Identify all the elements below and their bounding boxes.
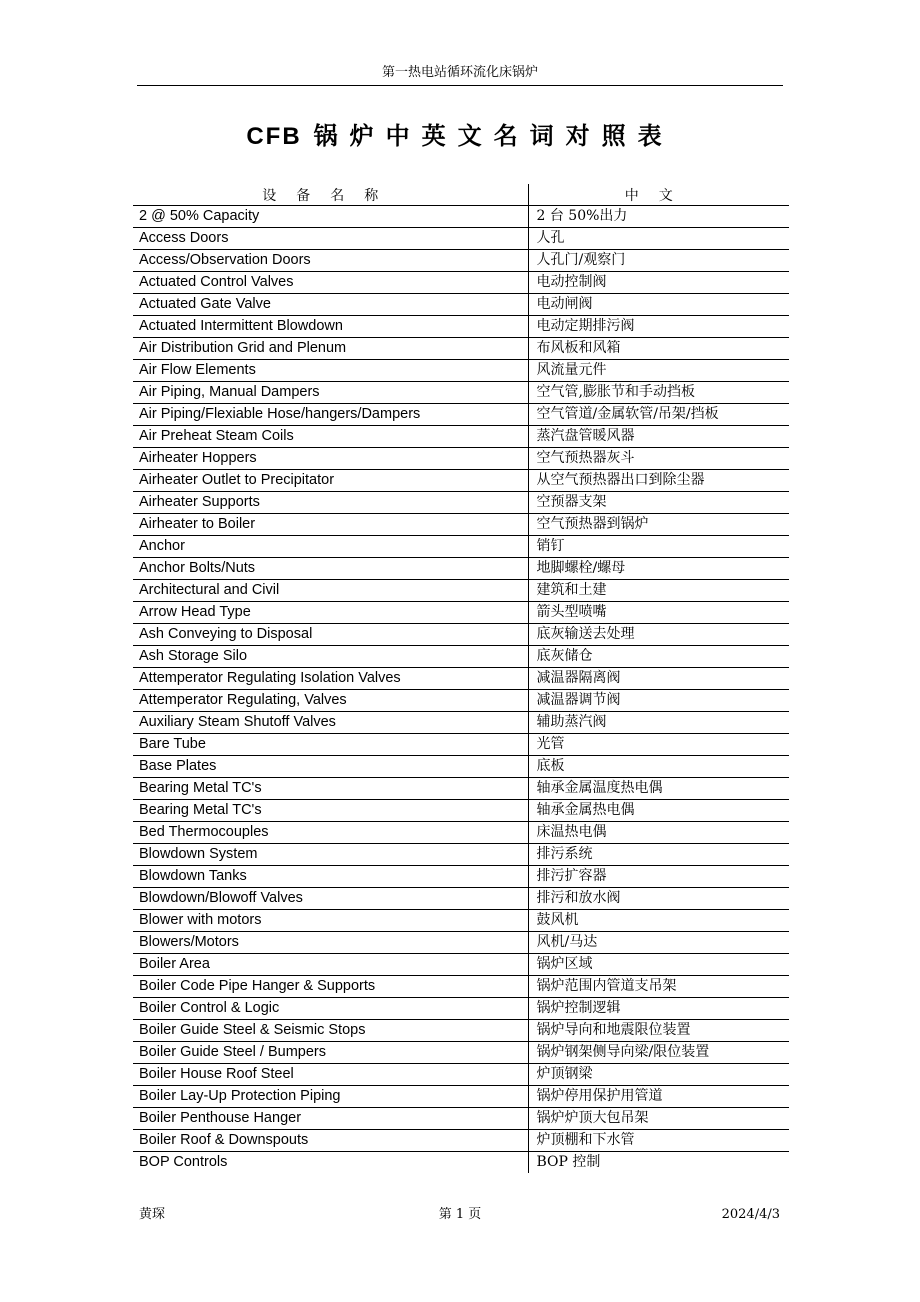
term-chinese: 辅助蒸汽阀 <box>528 712 789 734</box>
term-english: Bearing Metal TC's <box>133 800 528 822</box>
table-row <box>133 1108 789 1130</box>
term-chinese: 锅炉控制逻辑 <box>528 998 789 1020</box>
table-row <box>133 734 789 756</box>
term-english: Arrow Head Type <box>133 602 528 624</box>
term-english: Boiler Guide Steel / Bumpers <box>133 1042 528 1064</box>
table-row <box>133 866 789 888</box>
term-english: Boiler Area <box>133 954 528 976</box>
table-row <box>133 272 789 294</box>
column-header-english: 设备名称 <box>133 184 528 206</box>
table-row <box>133 800 789 822</box>
page-header: 第一热电站循环流化床锅炉 <box>381 65 538 80</box>
table-row <box>133 756 789 778</box>
document-title <box>137 116 783 157</box>
table-row <box>133 448 789 470</box>
table-row <box>133 910 789 932</box>
table-row <box>133 250 789 272</box>
term-english: Blower with motors <box>133 910 528 932</box>
term-chinese: 轴承金属温度热电偶 <box>528 778 789 800</box>
term-chinese: 锅炉停用保护用管道 <box>528 1086 789 1108</box>
term-chinese: 床温热电偶 <box>528 822 789 844</box>
term-chinese: 人孔 <box>528 228 789 250</box>
glossary-table <box>133 184 789 1173</box>
column-header-chinese: 中文 <box>528 184 789 206</box>
term-english: Actuated Gate Valve <box>133 294 528 316</box>
term-english: Air Piping/Flexiable Hose/hangers/Dampers <box>133 404 528 426</box>
table-row <box>133 426 789 448</box>
term-english: Boiler Guide Steel & Seismic Stops <box>133 1020 528 1042</box>
term-chinese: 人孔门/观察门 <box>528 250 789 272</box>
table-row <box>133 822 789 844</box>
table-row <box>133 888 789 910</box>
table-row <box>133 602 789 624</box>
table-row <box>133 360 789 382</box>
term-english: Blowers/Motors <box>133 932 528 954</box>
term-chinese: 销钉 <box>528 536 789 558</box>
term-english: Airheater Outlet to Precipitator <box>133 470 528 492</box>
term-chinese: 排污扩容器 <box>528 866 789 888</box>
term-english: Attemperator Regulating Isolation Valves <box>133 668 528 690</box>
table-row <box>133 580 789 602</box>
term-english: Boiler Roof & Downspouts <box>133 1130 528 1152</box>
term-english: Boiler Control & Logic <box>133 998 528 1020</box>
term-english: Actuated Intermittent Blowdown <box>133 316 528 338</box>
term-chinese: 鼓风机 <box>528 910 789 932</box>
term-chinese: 电动定期排污阀 <box>528 316 789 338</box>
table-row <box>133 206 789 228</box>
table-row <box>133 558 789 580</box>
term-english: Anchor Bolts/Nuts <box>133 558 528 580</box>
term-english: Boiler Lay-Up Protection Piping <box>133 1086 528 1108</box>
term-english: Blowdown System <box>133 844 528 866</box>
term-english: Auxiliary Steam Shutoff Valves <box>133 712 528 734</box>
table-row <box>133 404 789 426</box>
term-chinese: 锅炉范围内管道支吊架 <box>528 976 789 998</box>
glossary-rows <box>133 206 789 1174</box>
term-chinese: 减温器隔离阀 <box>528 668 789 690</box>
term-english: Air Piping, Manual Dampers <box>133 382 528 404</box>
table-row <box>133 646 789 668</box>
term-english: Bearing Metal TC's <box>133 778 528 800</box>
term-chinese: 蒸汽盘管暖风器 <box>528 426 789 448</box>
term-english: Bare Tube <box>133 734 528 756</box>
term-english: Bed Thermocouples <box>133 822 528 844</box>
term-chinese: 炉顶棚和下水管 <box>528 1130 789 1152</box>
table-row <box>133 492 789 514</box>
table-row <box>133 1042 789 1064</box>
term-chinese: 轴承金属热电偶 <box>528 800 789 822</box>
table-row <box>133 932 789 954</box>
table-row <box>133 1086 789 1108</box>
term-english: BOP Controls <box>133 1152 528 1174</box>
header-rule <box>137 85 783 86</box>
term-chinese: 锅炉钢架侧导向梁/限位装置 <box>528 1042 789 1064</box>
term-chinese: 风流量元件 <box>528 360 789 382</box>
table-header-row <box>133 184 789 206</box>
term-chinese: 锅炉区域 <box>528 954 789 976</box>
term-english: Air Preheat Steam Coils <box>133 426 528 448</box>
table-row <box>133 954 789 976</box>
table-row <box>133 536 789 558</box>
term-chinese: 风机/马达 <box>528 932 789 954</box>
term-english: Anchor <box>133 536 528 558</box>
term-chinese: 空气预热器到锅炉 <box>528 514 789 536</box>
term-chinese: 减温器调节阀 <box>528 690 789 712</box>
table-row <box>133 470 789 492</box>
term-english: Ash Conveying to Disposal <box>133 624 528 646</box>
table-row <box>133 1020 789 1042</box>
title-cjk: 锅炉中英文名词对照表 <box>313 122 674 150</box>
table-row <box>133 294 789 316</box>
footer-page-number: 第 1 页 <box>438 1207 482 1222</box>
term-chinese: 空预器支架 <box>528 492 789 514</box>
table-row <box>133 316 789 338</box>
term-english: Boiler House Roof Steel <box>133 1064 528 1086</box>
term-chinese: 2 台 50%出力 <box>528 206 789 228</box>
table-row <box>133 998 789 1020</box>
term-chinese: 从空气预热器出口到除尘器 <box>528 470 789 492</box>
table-row <box>133 844 789 866</box>
table-row <box>133 624 789 646</box>
term-chinese: 锅炉炉顶大包吊架 <box>528 1108 789 1130</box>
term-english: Airheater to Boiler <box>133 514 528 536</box>
table-row <box>133 668 789 690</box>
table-row <box>133 514 789 536</box>
term-english: Air Distribution Grid and Plenum <box>133 338 528 360</box>
term-english: 2 @ 50% Capacity <box>133 206 528 228</box>
term-english: Air Flow Elements <box>133 360 528 382</box>
term-chinese: 排污和放水阀 <box>528 888 789 910</box>
term-chinese: 底板 <box>528 756 789 778</box>
term-english: Blowdown Tanks <box>133 866 528 888</box>
term-chinese: 锅炉导向和地震限位装置 <box>528 1020 789 1042</box>
table-row <box>133 1152 789 1174</box>
table-row <box>133 1064 789 1086</box>
term-chinese: 布风板和风箱 <box>528 338 789 360</box>
footer-author: 黄琛 <box>139 1207 166 1222</box>
table-row <box>133 228 789 250</box>
term-english: Airheater Supports <box>133 492 528 514</box>
term-chinese: 排污系统 <box>528 844 789 866</box>
term-chinese: 炉顶钢梁 <box>528 1064 789 1086</box>
term-english: Architectural and Civil <box>133 580 528 602</box>
term-chinese: 电动控制阀 <box>528 272 789 294</box>
term-chinese: 电动闸阀 <box>528 294 789 316</box>
footer-date: 2024/4/3 <box>721 1207 780 1222</box>
table-row <box>133 976 789 998</box>
term-chinese: 地脚螺栓/螺母 <box>528 558 789 580</box>
term-english: Boiler Penthouse Hanger <box>133 1108 528 1130</box>
term-english: Blowdown/Blowoff Valves <box>133 888 528 910</box>
term-chinese: 空气管,膨胀节和手动挡板 <box>528 382 789 404</box>
term-chinese: 底灰输送去处理 <box>528 624 789 646</box>
term-english: Base Plates <box>133 756 528 778</box>
table-row <box>133 382 789 404</box>
term-english: Actuated Control Valves <box>133 272 528 294</box>
term-chinese: 箭头型喷嘴 <box>528 602 789 624</box>
term-english: Attemperator Regulating, Valves <box>133 690 528 712</box>
term-english: Access/Observation Doors <box>133 250 528 272</box>
term-chinese: 空气管道/金属软管/吊架/挡板 <box>528 404 789 426</box>
table-row <box>133 712 789 734</box>
term-chinese: 建筑和土建 <box>528 580 789 602</box>
title-latin: CFB <box>246 123 302 150</box>
term-chinese: 光管 <box>528 734 789 756</box>
term-chinese: 空气预热器灰斗 <box>528 448 789 470</box>
term-english: Airheater Hoppers <box>133 448 528 470</box>
table-row <box>133 690 789 712</box>
table-row <box>133 778 789 800</box>
table-row <box>133 1130 789 1152</box>
term-chinese: BOP 控制 <box>536 1154 601 1170</box>
table-row <box>133 338 789 360</box>
term-chinese: 底灰储仓 <box>528 646 789 668</box>
term-english: Ash Storage Silo <box>133 646 528 668</box>
term-english: Boiler Code Pipe Hanger & Supports <box>133 976 528 998</box>
term-english: Access Doors <box>133 228 528 250</box>
